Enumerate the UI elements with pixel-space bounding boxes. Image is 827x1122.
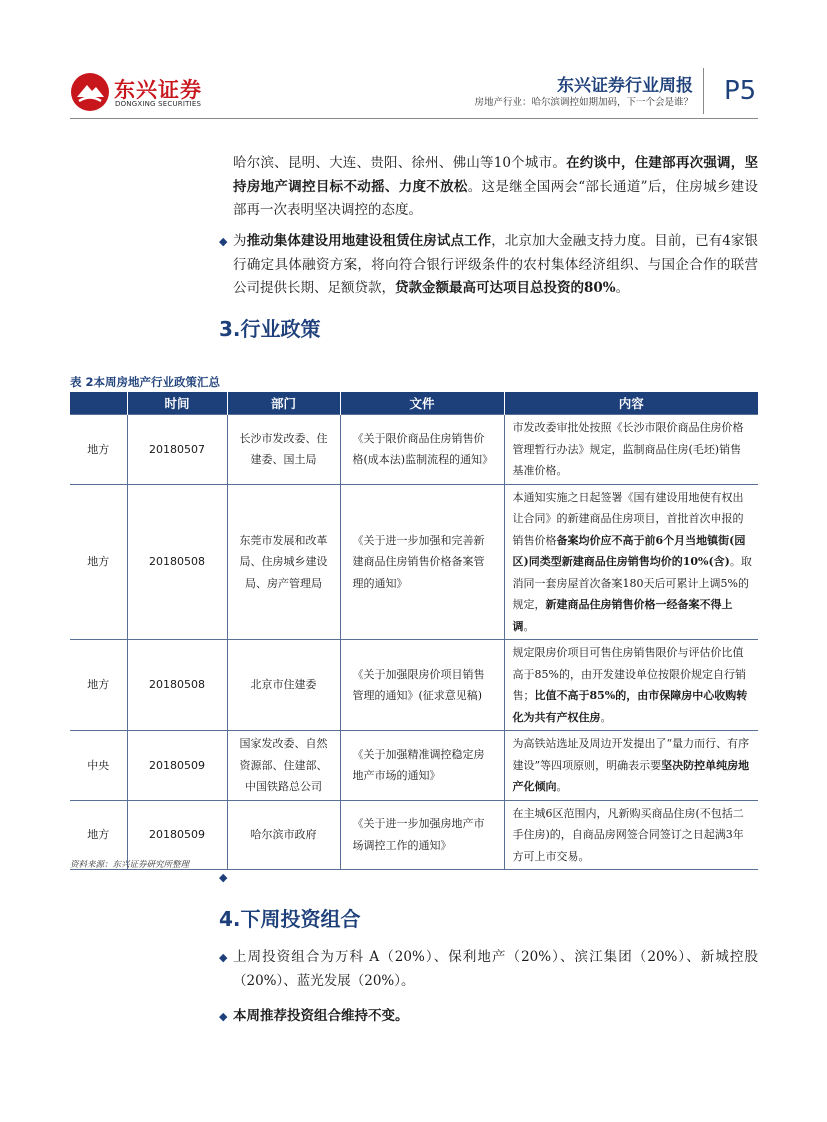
header-content: 内容 [504, 392, 758, 415]
cell-date: 20180509 [127, 731, 227, 801]
cell-content: 市发改委审批处按照《长沙市限价商品住房价格管理暂行办法》规定，监制商品住房(毛坯)销售基准价格。 [504, 415, 758, 485]
cell-content: 为高铁站选址及周边开发提出了“量力而行、有序建设”等四项原则，明确表示要坚决防控单纯房地产化倾向。 [504, 731, 758, 801]
table-row [70, 640, 758, 731]
logo-mark-icon [70, 72, 110, 112]
logo-text-cn: 东兴证券 [114, 78, 202, 102]
table-row [70, 415, 758, 485]
cell-file: 《关于加强限房价项目销售管理的通知》(征求意见稿) [340, 640, 504, 731]
header-dept: 部门 [227, 392, 340, 415]
cell-file: 《关于加强精准调控稳定房地产市场的通知》 [340, 731, 504, 801]
cell-level: 地方 [70, 800, 127, 870]
cell-level: 地方 [70, 484, 127, 640]
header-file: 文件 [340, 392, 504, 415]
report-subtitle: 房地产行业：哈尔滨调控如期加码，下一个会是谁？ [474, 97, 693, 108]
cell-level: 中央 [70, 731, 127, 801]
cell-file: 《关于进一步加强房地产市场调控工作的通知》 [340, 800, 504, 870]
page-number: P5 [724, 76, 757, 106]
header-time: 时间 [127, 392, 227, 415]
cell-date: 20180508 [127, 640, 227, 731]
cell-dept: 哈尔滨市政府 [227, 800, 340, 870]
cell-content: 规定限房价项目可售住房销售限价与评估价比值高于85%的，由开发建设单位按限价规定自行销售；比值不高于85%的，由市保障房中心收购转化为共有产权住房。 [504, 640, 758, 731]
cell-date: 20180509 [127, 800, 227, 870]
bullet-icon: ◆ [219, 235, 228, 248]
cell-content: 本通知实施之日起签署《国有建设用地使有权出让合同》的新建商品住房项目，首批首次申报的销售价格备案均价应不高于前6个月当地镇街(园区)同类型新建商品住房销售均价的10%(含)。取消同一套房屋首次备案180天后可累计上调5%的规定，新建商品住房销售价格一经备案不得上调。 [504, 484, 758, 640]
cell-dept: 国家发改委、自然资源部、住建部、中国铁路总公司 [227, 731, 340, 801]
bullet-icon: ◆ [219, 1010, 228, 1023]
table-caption: 表 2本周房地产行业政策汇总 [70, 375, 221, 389]
cell-dept: 长沙市发改委、住建委、国土局 [227, 415, 340, 485]
recommendation-bullet: 本周推荐投资组合维持不变。 [233, 1008, 409, 1024]
section-3-heading: 3.行业政策 [219, 317, 321, 341]
table-source: 资料来源：东兴证券研究所整理 [70, 860, 190, 870]
bullet-icon: ◆ [219, 871, 228, 884]
header-rule [70, 118, 758, 119]
cell-date: 20180508 [127, 484, 227, 640]
cell-dept: 北京市住建委 [227, 640, 340, 731]
report-name: 东兴证券行业周报 [557, 76, 693, 96]
bullet-icon: ◆ [219, 951, 228, 964]
intro-paragraph: 哈尔滨、昆明、大连、贵阳、徐州、佛山等10个城市。在约谈中，住建部再次强调，坚持房地产调控目标不动摇、力度不放松。这是继全国两会“部长通道”后，住房城乡建设部再一次表明坚决调控的态度。 [233, 155, 758, 218]
cell-dept: 东莞市发展和改革局、住房城乡建设局、房产管理局 [227, 484, 340, 640]
portfolio-bullet: 上周投资组合为万科 A（20%）、保利地产（20%）、滨江集团（20%）、新城控股（20%）、蓝光发展（20%）。 [233, 949, 758, 989]
cell-file: 《关于进一步加强和完善新建商品住房销售价格备案管理的通知》 [340, 484, 504, 640]
cell-level: 地方 [70, 415, 127, 485]
header-level [70, 392, 127, 415]
cell-level: 地方 [70, 640, 127, 731]
table-row [70, 731, 758, 801]
intro-bullet: 为推动集体建设用地建设租赁住房试点工作，北京加大金融支持力度。目前，已有4家银行确定具体融资方案，将向符合银行评级条件的农村集体经济组织、与国企合作的联营公司提供长期、足额贷款，贷款金额最高可达项目总投资的80%。 [233, 233, 759, 296]
logo-text-en: DONGXING SECURITIES [115, 100, 202, 108]
section-4-heading: 4.下周投资组合 [219, 907, 361, 931]
cell-date: 20180507 [127, 415, 227, 485]
company-logo [70, 70, 230, 116]
header-divider [703, 68, 704, 114]
policy-table [70, 392, 758, 870]
cell-content: 在主城6区范围内，凡新购买商品住房(不包括二手住房)的，自商品房网签合同签订之日起满3年方可上市交易。 [504, 800, 758, 870]
table-header-row [70, 392, 758, 415]
table-row [70, 484, 758, 640]
cell-file: 《关于限价商品住房销售价格(成本法)监制流程的通知》 [340, 415, 504, 485]
